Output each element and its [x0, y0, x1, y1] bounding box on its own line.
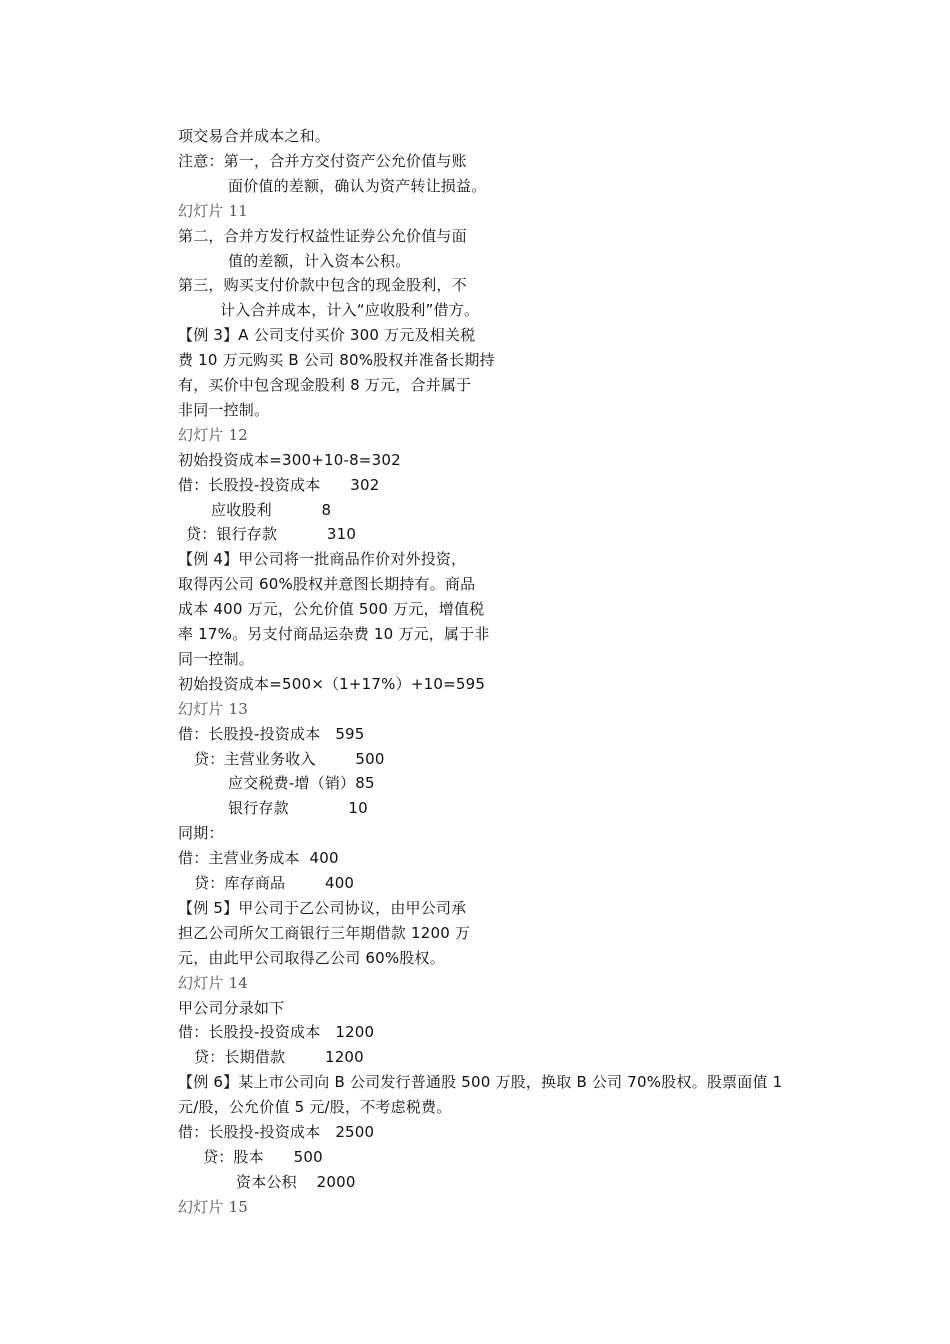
text-line: 第三，购买支付价款中包含的现金股利，不	[178, 276, 467, 295]
text-line: 贷：银行存款 310	[186, 525, 357, 544]
text-line: 率 17%。另支付商品运杂费 10 万元，属于非	[178, 625, 490, 643]
text-line: 应交税费-增（销）85	[228, 774, 375, 793]
text-line: 取得丙公司 60%股权并意图长期持有。商品	[178, 575, 476, 594]
text-line: 注意：第一，合并方交付资产公允价值与账	[178, 151, 467, 170]
text-line: 【例 4】甲公司将一批商品作价对外投资，	[178, 550, 467, 569]
slide-marker: 幻灯片 12	[178, 425, 249, 444]
text-line: 项交易合并成本之和。	[178, 127, 331, 145]
text-line: 贷：库存商品 400	[194, 874, 355, 892]
text-line: 初始投资成本=300+10-8=302	[178, 450, 401, 469]
text-line: 有，买价中包含现金股利 8 万元，合并属于	[178, 376, 472, 394]
text-line: 贷：长期借款 1200	[194, 1048, 364, 1067]
slide-marker: 幻灯片 11	[178, 201, 249, 220]
text-line: 元，由此甲公司取得乙公司 60%股权。	[178, 948, 445, 967]
text-line: 贷：股本 500	[203, 1147, 323, 1166]
text-line: 同期：	[178, 824, 224, 843]
text-line: 初始投资成本=500×（1+17%）+10=595	[178, 674, 486, 693]
text-line: 费 10 万元购买 B 公司 80%股权并准备长期持	[178, 351, 495, 370]
text-line: 银行存款 10	[228, 799, 368, 818]
text-line: 【例 6】某上市公司向 B 公司发行普通股 500 万股，换取 B 公司 70%股权。股票面值 1	[178, 1073, 783, 1092]
text-line: 值的差额，计入资本公积。	[228, 251, 411, 270]
text-line: 非同一控制。	[178, 400, 270, 419]
text-line: 资本公积 2000	[236, 1172, 356, 1191]
text-line: 应收股利 8	[211, 500, 332, 519]
text-line: 甲公司分录如下	[178, 998, 285, 1017]
text-line: 借：主营业务成本 400	[178, 849, 339, 868]
text-line: 【例 3】A 公司支付买价 300 万元及相关税	[178, 326, 476, 345]
slide-marker: 幻灯片 13	[178, 699, 249, 718]
text-line: 贷：主营业务收入 500	[194, 749, 385, 768]
text-line: 同一控制。	[178, 649, 255, 668]
slide-marker: 幻灯片 14	[178, 973, 249, 992]
text-line: 面价值的差额，确认为资产转让损益。	[228, 176, 487, 195]
text-line: 借：长股投-投资成本 2500	[178, 1123, 375, 1141]
text-line: 借：长股投-投资成本 595	[178, 724, 365, 743]
text-line: 计入合并成本，计入“应收股利”借方。	[220, 301, 480, 320]
text-line: 担乙公司所欠工商银行三年期借款 1200 万	[178, 923, 471, 942]
text-line: 成本 400 万元，公允价值 500 万元，增值税	[178, 600, 485, 619]
slide-marker: 幻灯片 15	[178, 1197, 249, 1216]
text-line: 借：长股投-投资成本 302	[178, 475, 380, 494]
text-line: 元/股，公允价值 5 元/股，不考虑税费。	[178, 1098, 452, 1117]
text-line: 第二，合并方发行权益性证券公允价值与面	[178, 226, 467, 245]
text-line: 借：长股投-投资成本 1200	[178, 1023, 375, 1042]
text-line: 【例 5】甲公司于乙公司协议，由甲公司承	[178, 898, 467, 917]
